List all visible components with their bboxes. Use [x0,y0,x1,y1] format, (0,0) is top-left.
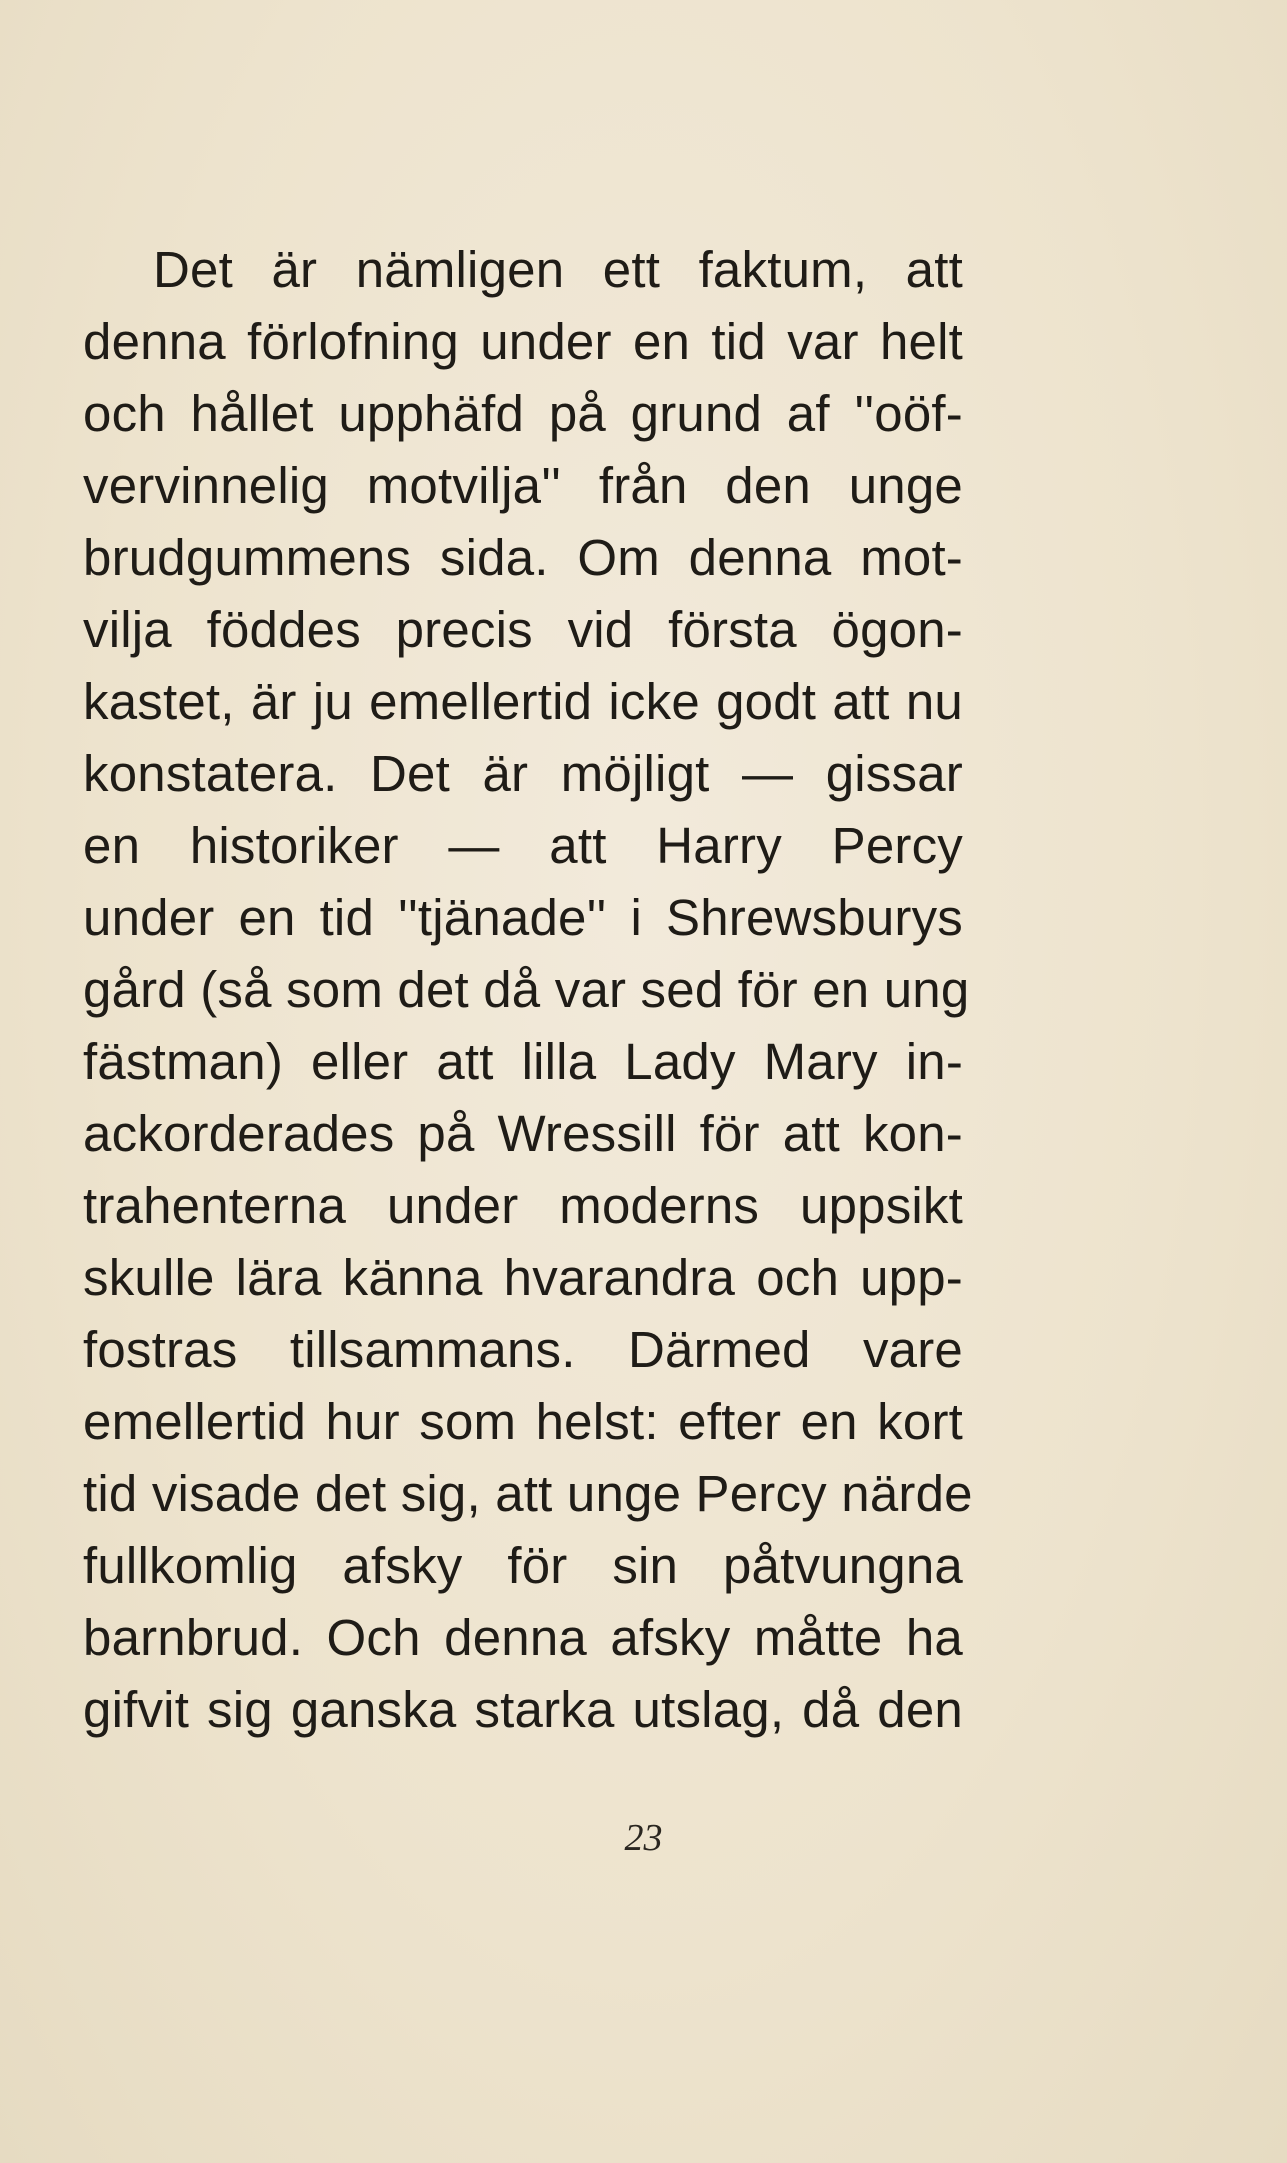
page-number: 23 [624,1817,663,1859]
text-line: och hållet upphäfd på grund af ''oöf- [83,385,963,442]
text-line: ackorderades på Wressill för att kon- [83,1105,963,1162]
text-line: Det är nämligen ett faktum, att [153,241,963,298]
text-line: emellertid hur som helst: efter en kort [83,1393,963,1450]
text-line: under en tid ''tjänade'' i Shrewsburys [83,889,963,946]
text-line: gifvit sig ganska starka utslag, då den [83,1681,963,1738]
text-line: fästman) eller att lilla Lady Mary in- [83,1033,963,1090]
text-line: fostras tillsammans. Därmed vare [83,1321,963,1378]
text-line: fullkomlig afsky för sin påtvungna [83,1537,963,1594]
text-line: skulle lära känna hvarandra och upp- [83,1249,963,1306]
text-line: trahenterna under moderns uppsikt [83,1177,963,1234]
text-line: en historiker — att Harry Percy [83,817,963,874]
text-line: barnbrud. Och denna afsky måtte ha [83,1609,963,1666]
text-line: kastet, är ju emellertid icke godt att nu [83,673,963,730]
text-line: vilja föddes precis vid första ögon- [83,601,963,658]
text-line: konstatera. Det är möjligt — gissar [83,745,963,802]
text-line: brudgummens sida. Om denna mot- [83,529,963,586]
text-line: denna förlofning under en tid var helt [83,313,963,370]
text-line: vervinnelig motvilja'' från den unge [83,457,963,514]
body-text [83,234,973,1746]
text-line: gård (så som det då var sed för en ung [83,961,970,1018]
text-line: tid visade det sig, att unge Percy närde [83,1465,973,1522]
